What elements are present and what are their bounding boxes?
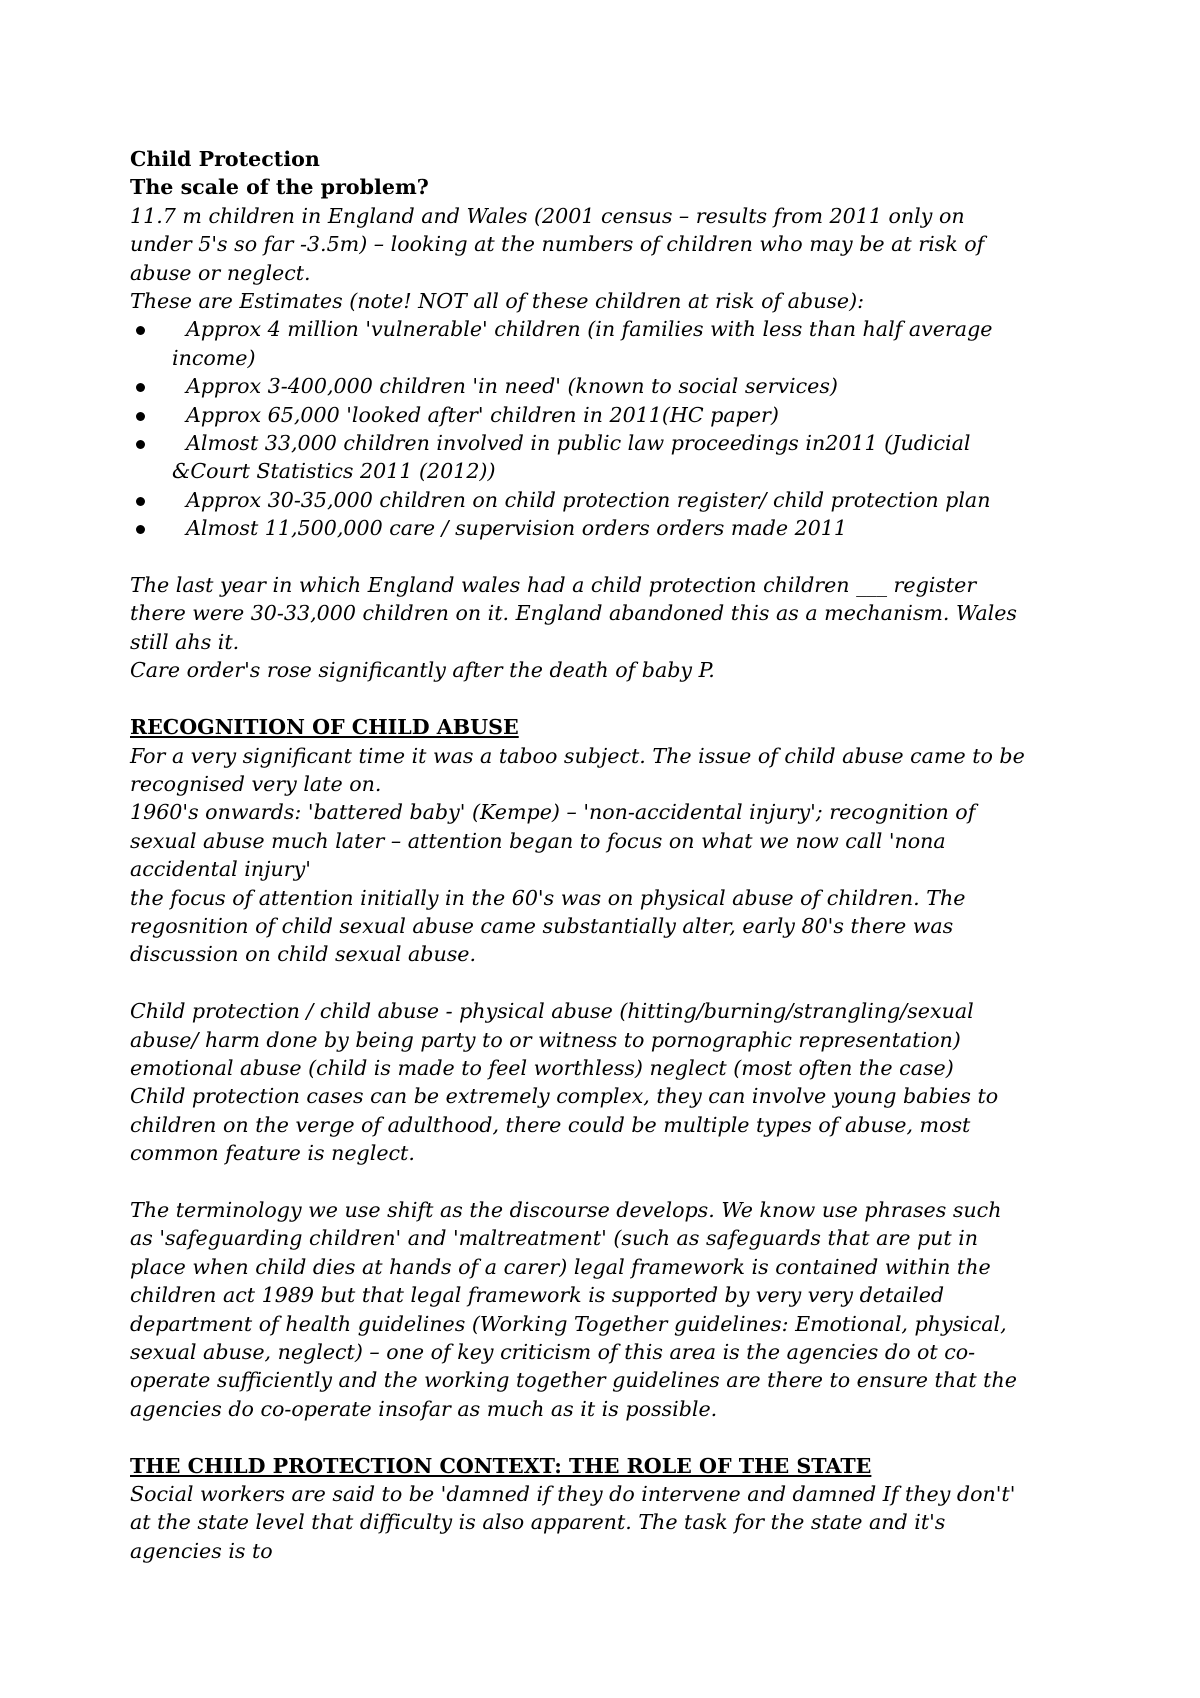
spacer (130, 685, 1030, 713)
bullet-icon (136, 497, 145, 506)
terminology-paragraph: The terminology we use shift as the discourse develops. We know use phrases such as 'safeguarding children' and 'maltreatment' (such as safeguards that are put in place when child dies at hands of a carer) legal framework is contained within the children act 1989 but that legal framework is supported by very very detailed department of health guidelines (Working Together guidelines: Emotional, physical, sexual abuse, neglect) – one of key criticism of this area is the agencies do ot co-operate sufficiently and the working together guidelines are there to ensure that the agencies do co-operate insofar as much as it is possible. (130, 1197, 1017, 1421)
spacer (130, 1423, 1030, 1451)
intro-paragraph-2: These are Estimates (note! NOT all of these children at risk of abuse): (130, 289, 865, 314)
document-page (130, 145, 1030, 1565)
complexity-paragraph: Child protection cases can be extremely complex, they can involve young babies to children on the verge of adulthood, there could be multiple types of abuse, most common feature is neglect. (130, 1084, 999, 1166)
list-item-text: Almost 33,000 children involved in public law proceedings in2011 (Judicial &Court Statistics 2011 (2012)) (172, 431, 971, 484)
spacer (130, 1168, 1030, 1196)
state-role-paragraph: Social workers are said to be 'damned if they do intervene and damned If they don't' at the state level that difficulty is also apparent. The task for the state and it's agencies is to (130, 1482, 1016, 1563)
estimates-list (130, 315, 1030, 542)
list-item-text: Approx 30-35,000 children on child protection register/ child protection plan (186, 487, 991, 512)
spacer (130, 969, 1030, 997)
recognition-paragraph-1: For a very significant time it was a taboo subject. The issue of child abuse came to be recognised very late on. (130, 743, 1025, 796)
list-item (130, 372, 1030, 400)
list-item (130, 401, 1030, 429)
bullet-icon (136, 412, 145, 421)
document-title: Child Protection (130, 147, 320, 171)
list-item (130, 486, 1030, 514)
recognition-paragraph-2: 1960's onwards: 'battered baby' (Kempe) – 'non-accidental injury'; recognition of sexual abuse much later – attention began to focus on what we now call 'nona accidental injury' (130, 800, 976, 882)
list-item (130, 429, 1030, 486)
register-paragraph-1: The last year in which England wales had a child protection children ___ register there were 30-33,000 children on it. England abandoned this as a mechanism. Wales still ahs it. (130, 573, 1017, 654)
list-item-text: Almost 11,500,000 care / supervision orders orders made 2011 (186, 516, 848, 541)
bullet-icon (136, 383, 145, 392)
list-item (130, 514, 1030, 542)
bullet-icon (136, 440, 145, 449)
spacer (130, 543, 1030, 571)
list-item (130, 315, 1030, 372)
list-item-text: Approx 3-400,000 children 'in need' (known to social services) (186, 374, 838, 399)
register-paragraph-2: Care order's rose significantly after the death of baby P. (130, 658, 715, 683)
abuse-types-paragraph: Child protection / child abuse - physical abuse (hitting/burning/strangling/sexual abuse/ harm done by being party to or witness to pornographic representation) emotional abuse (child is made to feel worthless) neglect (most often the case) (130, 999, 974, 1080)
document-subtitle: The scale of the problem? (130, 175, 429, 200)
list-item-text: Approx 65,000 'looked after' children in 2011(HC paper) (186, 402, 779, 427)
section-heading-recognition: RECOGNITION OF CHILD ABUSE (130, 715, 519, 740)
bullet-icon (136, 525, 145, 534)
recognition-paragraph-3: the focus of attention initially in the 60's was on physical abuse of children. The regosnition of child sexual abuse came substantially alter, early 80's there was discussion on child sexual abuse. (130, 885, 966, 967)
intro-paragraph-1: 11.7 m children in England and Wales (2001 census – results from 2011 only on under 5's so far -3.5m) – looking at the numbers of children who may be at risk of abuse or neglect. (130, 203, 985, 285)
list-item-text: Approx 4 million 'vulnerable' children (in families with less than half average income) (172, 317, 993, 370)
section-heading-state-role: THE CHILD PROTECTION CONTEXT: THE ROLE OF THE STATE (130, 1453, 872, 1478)
bullet-icon (136, 326, 145, 335)
